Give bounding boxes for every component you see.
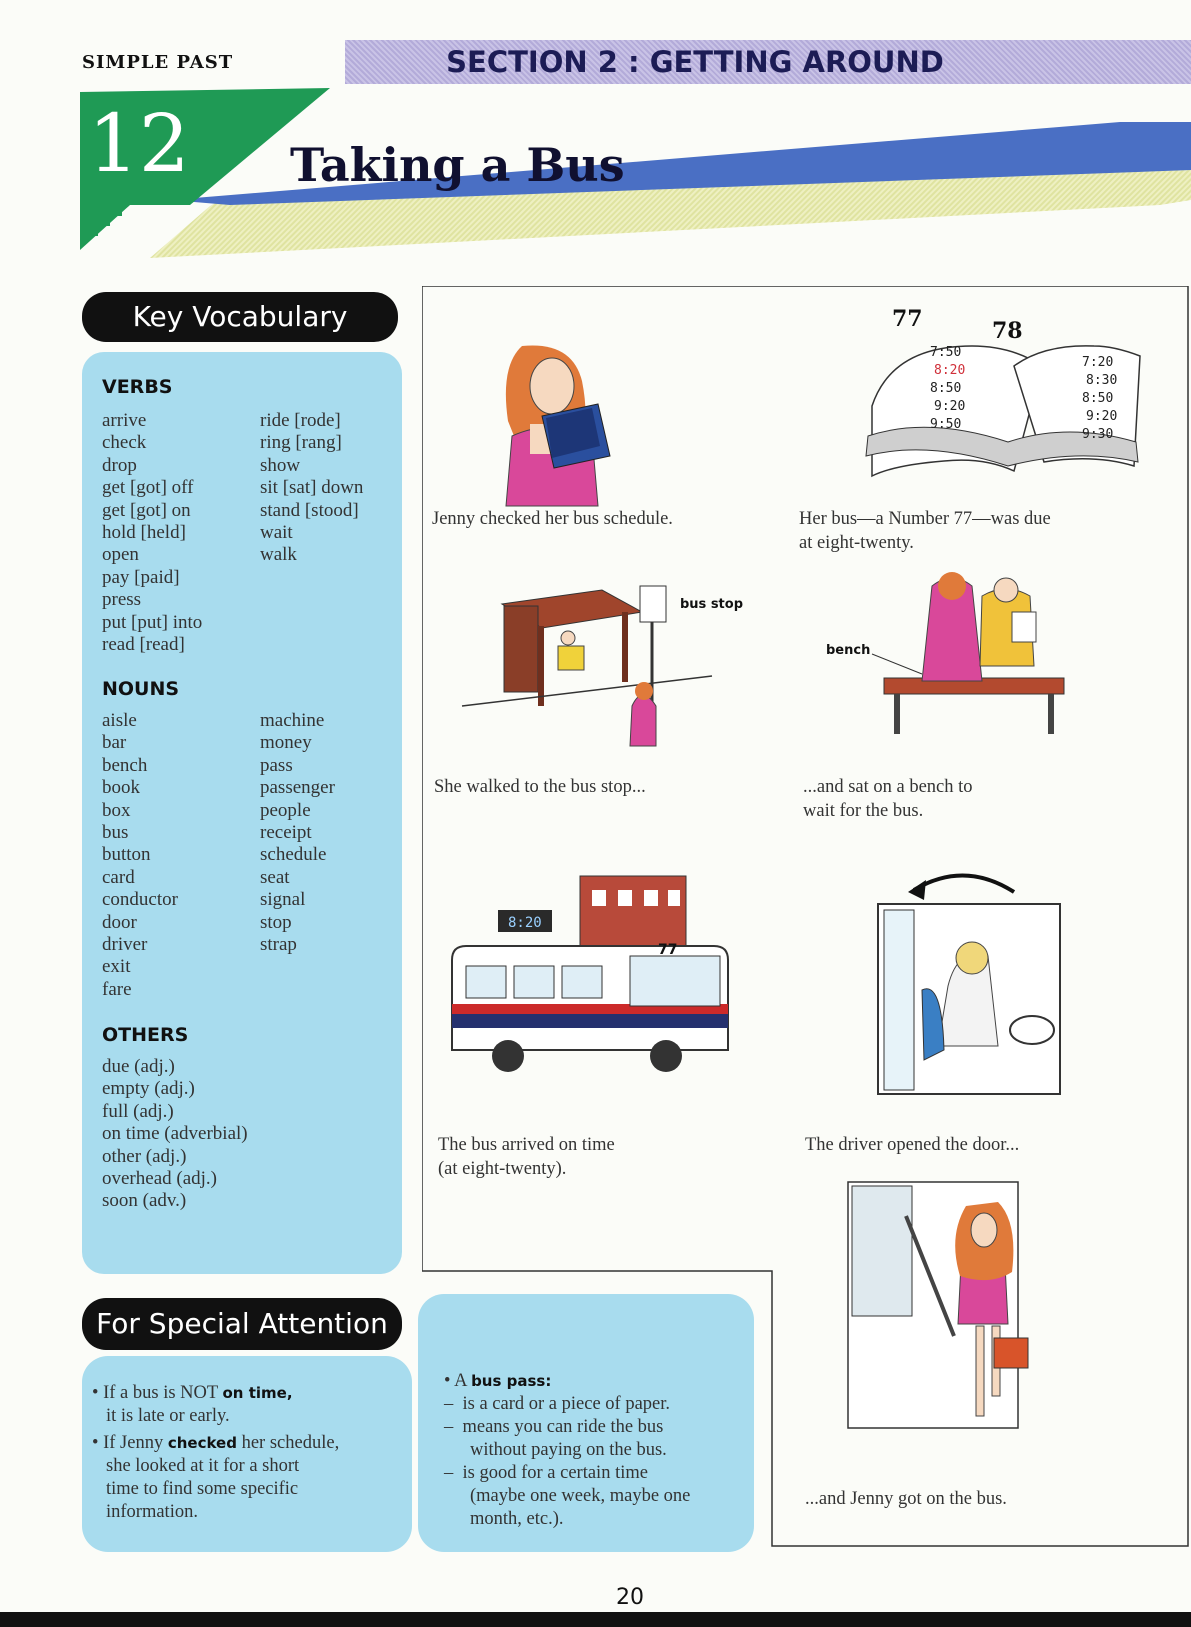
vocab-noun: bar [102,732,127,754]
schedule-time: 8:30 [1086,373,1118,388]
special-item-1: • If a bus is NOT on time, [92,1383,293,1403]
vocab-verb: press [102,589,142,611]
vocab-noun: schedule [260,844,327,866]
bus-stop-illustration [462,586,712,746]
verbs-list-2 [260,410,363,567]
special-attention-box [82,1356,412,1552]
schedule-time: 9:20 [934,399,966,414]
special-item-2-cont-3: information. [106,1502,198,1522]
caption-jenny-checked: Jenny checked her bus schedule. [432,509,673,529]
vocab-noun: machine [260,710,325,731]
vocab-noun: exit [102,956,131,978]
jenny-boarding-illustration [848,1182,1028,1428]
vocab-other: empty (adj.) [102,1078,195,1100]
others-list [102,1056,248,1213]
clock-display: 8:20 [508,915,542,931]
schedule-time: 7:50 [930,345,962,360]
bus-pass-point-2-cont: without paying on the bus. [470,1440,667,1460]
vocab-noun: door [102,911,137,933]
schedule-route-b: 78 [992,318,1023,344]
vocab-noun: stop [260,911,292,933]
jenny-reading-illustration [506,345,610,506]
vocab-verb: ride [rode] [260,410,341,431]
schedule-time: 7:20 [1082,355,1114,370]
label-bus-stop: bus stop [680,597,744,612]
bus-pass-point-3: – is good for a certain time [444,1463,648,1483]
special-attention-heading: For Special Attention [82,1298,402,1350]
verbs-heading: VERBS [102,376,173,398]
bus-pass-point-3-cont-2: month, etc.). [470,1509,564,1529]
bus-pass-box [418,1294,754,1552]
vocab-verb: get [got] on [102,499,191,521]
bus-pass-point-2: – means you can ride the bus [444,1417,664,1437]
vocab-other: full (adj.) [102,1100,174,1122]
bus-pass-point-1: – is a card or a piece of paper. [444,1394,671,1414]
vocab-noun: signal [260,889,306,911]
grammar-label: SIMPLE PAST [82,52,234,73]
bus-arriving-illustration [452,876,728,1072]
vocab-verb: get [got] off [102,477,194,499]
schedule-time: 9:50 [930,417,962,432]
special-item-2-cont-2: time to find some specific [106,1479,299,1499]
unit-title: Taking a Bus [290,138,625,192]
caption-sat-bench-1: ...and sat on a bench to [803,777,973,797]
caption-walked-bus-stop: She walked to the bus stop... [434,777,646,797]
special-item-1-cont: it is late or early. [106,1406,230,1426]
special-item-2-cont-1: she looked at it for a short [106,1456,300,1476]
vocab-verb: walk [260,544,297,566]
bus-route-number: 77 [658,942,678,958]
vocab-noun: driver [102,934,148,956]
vocab-verb: ring [rang] [260,432,342,454]
vocab-verb: arrive [102,410,147,431]
unit-number: 12 [88,97,190,190]
vocab-verb: wait [260,522,293,544]
schedule-time: 9:20 [1086,409,1118,424]
vocab-noun: fare [102,978,132,1000]
nouns-list-2 [260,710,335,956]
section-title: SECTION 2 : GETTING AROUND [446,45,944,79]
vocab-verb: read [read] [102,634,185,656]
driver-opening-door-illustration [878,875,1060,1094]
schedule-time: 8:50 [930,381,962,396]
vocab-verb: sit [sat] down [260,477,364,499]
vocab-noun: receipt [260,822,312,844]
vocab-noun: aisle [102,710,137,731]
vocab-other: soon (adv.) [102,1190,187,1212]
nouns-heading: NOUNS [102,678,180,700]
green-tab-tail [80,205,130,250]
nouns-list-1 [102,710,178,1001]
key-vocabulary-heading: Key Vocabulary [82,292,398,342]
caption-sat-bench-2: wait for the bus. [803,801,924,821]
vocab-noun: bus [102,822,129,844]
vocab-noun: passenger [260,777,335,799]
vocab-verb: hold [held] [102,522,186,544]
vocab-other: overhead (adj.) [102,1168,217,1190]
vocab-verb: put [put] into [102,611,203,633]
vocab-noun: pass [260,754,293,776]
vocab-other: due (adj.) [102,1056,175,1077]
vocab-noun: seat [260,866,290,888]
page-number: 20 [616,1585,644,1610]
bus-schedule-book-illustration [866,306,1140,476]
label-bench: bench [826,643,871,658]
vocab-noun: conductor [102,889,178,911]
caption-bus-due-2: at eight-twenty. [799,533,914,553]
vocab-other: on time (adverbial) [102,1123,248,1145]
vocab-verb: check [102,432,147,454]
schedule-route-a: 77 [892,306,923,332]
schedule-time: 9:30 [1082,427,1114,442]
caption-bus-due-1: Her bus—a Number 77—was due [799,509,1051,529]
vocab-verb: show [260,454,301,476]
vocab-noun: book [102,777,140,799]
page-bottom-edge [0,1612,1191,1627]
schedule-time: 8:50 [1082,391,1114,406]
vocab-verb: stand [stood] [260,499,359,521]
vocab-noun: money [260,732,312,754]
vocab-noun: strap [260,934,297,956]
vocabulary-box [82,352,402,1274]
vocab-verb: drop [102,454,137,476]
caption-driver-opened: The driver opened the door... [805,1135,1020,1155]
bench-illustration [872,572,1064,734]
schedule-time: 8:20 [934,363,966,378]
caption-bus-arrived-1: The bus arrived on time [438,1135,615,1155]
bus-pass-heading: • A bus pass: [444,1371,552,1391]
vocab-other: other (adj.) [102,1145,187,1167]
vocab-verb: open [102,544,139,566]
bus-pass-point-3-cont-1: (maybe one week, maybe one [470,1486,691,1506]
others-heading: OTHERS [102,1024,189,1046]
vocab-noun: people [260,799,311,821]
special-item-2: • If Jenny checked her schedule, [92,1433,340,1453]
caption-jenny-got-on: ...and Jenny got on the bus. [805,1489,1007,1509]
vocab-noun: button [102,844,151,866]
verbs-list-1 [102,410,202,656]
caption-bus-arrived-2: (at eight-twenty). [438,1159,567,1179]
vocab-noun: bench [102,754,148,776]
vocab-noun: box [102,799,131,821]
vocab-noun: card [102,866,135,888]
vocab-verb: pay [paid] [102,566,180,588]
